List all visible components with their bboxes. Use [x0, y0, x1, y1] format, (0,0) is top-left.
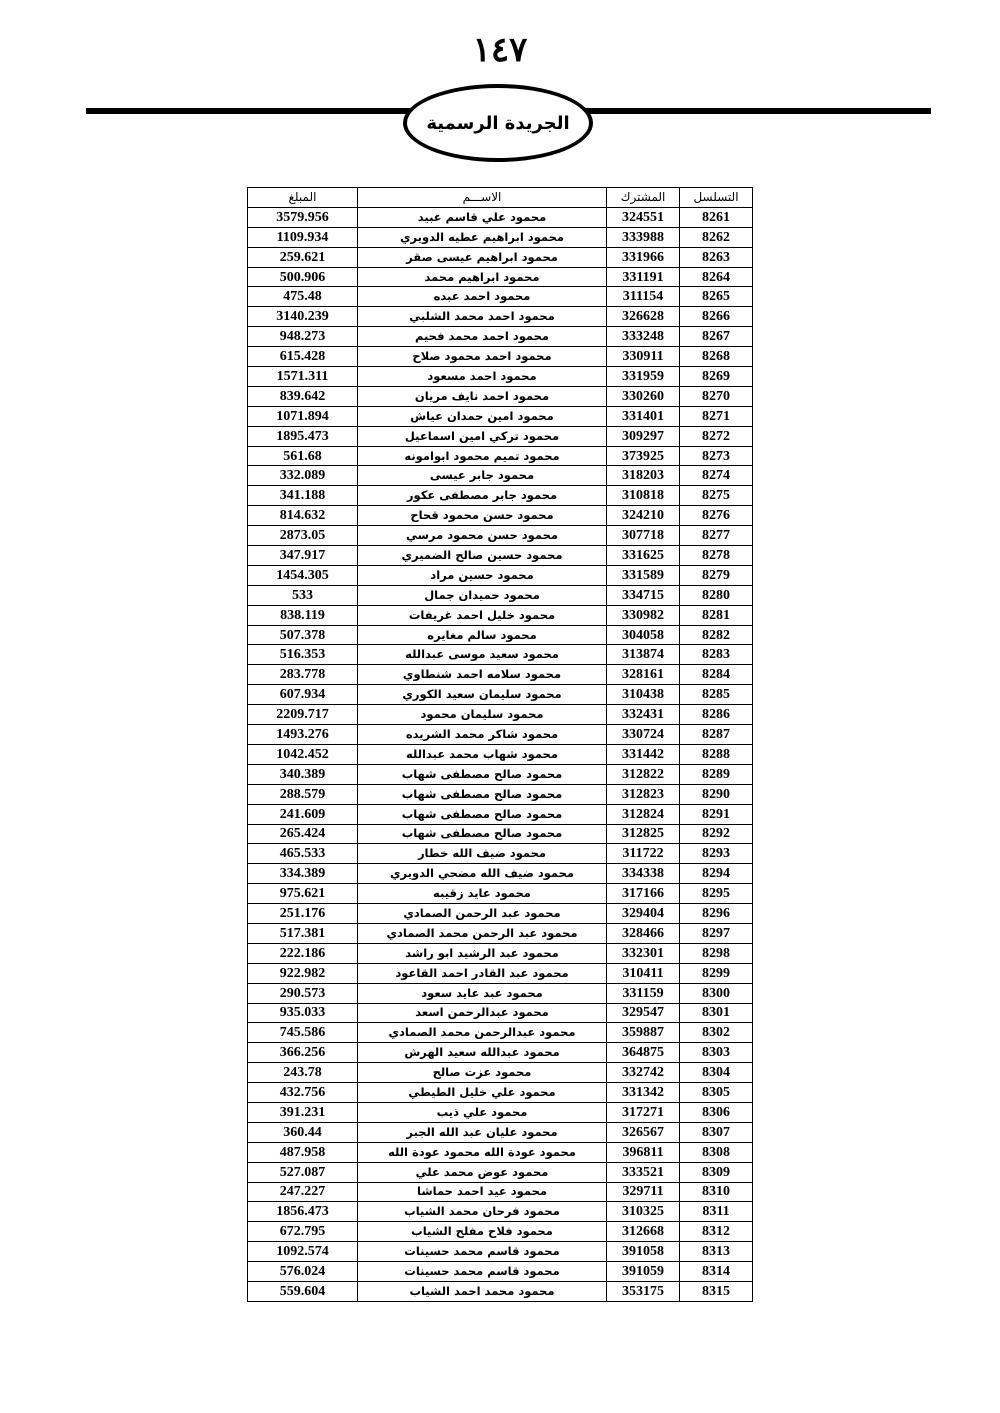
cell-serial: 8294: [680, 864, 753, 884]
table-row: [248, 207, 753, 227]
cell-serial: 8275: [680, 486, 753, 506]
cell-serial: 8303: [680, 1043, 753, 1063]
cell-name: محمود جابر مصطفى عكور: [358, 486, 607, 506]
subscribers-table: [247, 187, 753, 1302]
cell-serial: 8261: [680, 207, 753, 227]
cell-name: محمود عايد زقيبه: [358, 884, 607, 904]
cell-subscriber: 312824: [607, 804, 680, 824]
cell-subscriber: 317271: [607, 1102, 680, 1122]
cell-subscriber: 311154: [607, 287, 680, 307]
cell-subscriber: 324551: [607, 207, 680, 227]
cell-name: محمود عبد عايد سعود: [358, 983, 607, 1003]
cell-subscriber: 373925: [607, 446, 680, 466]
cell-name: محمود احمد محمد الشلبي: [358, 307, 607, 327]
cell-serial: 8279: [680, 565, 753, 585]
cell-serial: 8270: [680, 386, 753, 406]
cell-serial: 8266: [680, 307, 753, 327]
cell-subscriber: 330260: [607, 386, 680, 406]
cell-name: محمود سلامه احمد شنطاوي: [358, 665, 607, 685]
cell-name: محمود حسين صالح الضميري: [358, 546, 607, 566]
cell-amount: 672.795: [248, 1222, 358, 1242]
cell-serial: 8292: [680, 824, 753, 844]
table-row: [248, 307, 753, 327]
cell-serial: 8291: [680, 804, 753, 824]
cell-amount: 1895.473: [248, 426, 358, 446]
table-row: [248, 367, 753, 387]
cell-subscriber: 329711: [607, 1182, 680, 1202]
table-row: [248, 1063, 753, 1083]
cell-serial: 8309: [680, 1162, 753, 1182]
table-row: [248, 705, 753, 725]
cell-name: محمود تميم محمود ابوامونه: [358, 446, 607, 466]
cell-amount: 391.231: [248, 1102, 358, 1122]
cell-amount: 935.033: [248, 1003, 358, 1023]
cell-amount: 838.119: [248, 605, 358, 625]
table-row: [248, 725, 753, 745]
cell-amount: 2209.717: [248, 705, 358, 725]
cell-name: محمود احمد محمد فحيم: [358, 327, 607, 347]
cell-serial: 8308: [680, 1142, 753, 1162]
cell-subscriber: 309297: [607, 426, 680, 446]
cell-name: محمود حسن محمود قحاح: [358, 506, 607, 526]
cell-serial: 8263: [680, 247, 753, 267]
cell-name: محمود عوض محمد علي: [358, 1162, 607, 1182]
cell-subscriber: 331625: [607, 546, 680, 566]
cell-name: محمود فرحان محمد الشياب: [358, 1202, 607, 1222]
cell-name: محمود شاكر محمد الشريده: [358, 725, 607, 745]
cell-subscriber: 331959: [607, 367, 680, 387]
cell-subscriber: 391058: [607, 1242, 680, 1262]
cell-amount: 243.78: [248, 1063, 358, 1083]
table-row: [248, 1162, 753, 1182]
table-row: [248, 247, 753, 267]
cell-name: محمود صالح مصطفى شهاب: [358, 764, 607, 784]
table-row: [248, 1222, 753, 1242]
cell-name: محمود عبد الرحمن محمد الصمادي: [358, 923, 607, 943]
cell-amount: 561.68: [248, 446, 358, 466]
cell-subscriber: 333521: [607, 1162, 680, 1182]
cell-name: محمود عزت صالح: [358, 1063, 607, 1083]
cell-serial: 8267: [680, 327, 753, 347]
cell-serial: 8290: [680, 784, 753, 804]
cell-subscriber: 324210: [607, 506, 680, 526]
cell-serial: 8300: [680, 983, 753, 1003]
table-row: [248, 685, 753, 705]
cell-amount: 516.353: [248, 645, 358, 665]
cell-serial: 8286: [680, 705, 753, 725]
cell-amount: 347.917: [248, 546, 358, 566]
cell-serial: 8264: [680, 267, 753, 287]
cell-name: محمود تركي امين اسماعيل: [358, 426, 607, 446]
cell-amount: 288.579: [248, 784, 358, 804]
cell-amount: 517.381: [248, 923, 358, 943]
cell-amount: 290.573: [248, 983, 358, 1003]
cell-serial: 8281: [680, 605, 753, 625]
cell-amount: 922.982: [248, 963, 358, 983]
table-row: [248, 1262, 753, 1282]
cell-amount: 340.389: [248, 764, 358, 784]
table-row: [248, 605, 753, 625]
cell-amount: 3579.956: [248, 207, 358, 227]
cell-subscriber: 331589: [607, 565, 680, 585]
cell-name: محمود حسن محمود مرسي: [358, 526, 607, 546]
cell-subscriber: 331191: [607, 267, 680, 287]
cell-name: محمود محمد احمد الشياب: [358, 1281, 607, 1301]
cell-amount: 475.48: [248, 287, 358, 307]
cell-subscriber: 328161: [607, 665, 680, 685]
table-row: [248, 585, 753, 605]
cell-subscriber: 331401: [607, 406, 680, 426]
cell-amount: 1042.452: [248, 744, 358, 764]
cell-serial: 8299: [680, 963, 753, 983]
cell-serial: 8276: [680, 506, 753, 526]
cell-name: محمود خليل احمد غريفات: [358, 605, 607, 625]
table-row: [248, 1102, 753, 1122]
table-row: [248, 227, 753, 247]
cell-serial: 8313: [680, 1242, 753, 1262]
cell-serial: 8293: [680, 844, 753, 864]
cell-amount: 259.621: [248, 247, 358, 267]
cell-subscriber: 331342: [607, 1083, 680, 1103]
cell-serial: 8310: [680, 1182, 753, 1202]
cell-amount: 607.934: [248, 685, 358, 705]
cell-serial: 8278: [680, 546, 753, 566]
table-row: [248, 665, 753, 685]
table-row: [248, 347, 753, 367]
table-header-row: [248, 188, 753, 208]
cell-amount: 745.586: [248, 1023, 358, 1043]
cell-serial: 8302: [680, 1023, 753, 1043]
cell-subscriber: 329547: [607, 1003, 680, 1023]
cell-serial: 8305: [680, 1083, 753, 1103]
header-subscriber: المشترك: [607, 188, 680, 208]
table-row: [248, 804, 753, 824]
cell-serial: 8315: [680, 1281, 753, 1301]
cell-name: محمود حميدان جمال: [358, 585, 607, 605]
cell-serial: 8280: [680, 585, 753, 605]
cell-subscriber: 396811: [607, 1142, 680, 1162]
cell-serial: 8298: [680, 943, 753, 963]
cell-subscriber: 317166: [607, 884, 680, 904]
cell-serial: 8273: [680, 446, 753, 466]
table-row: [248, 1122, 753, 1142]
cell-name: محمود شهاب محمد عبدالله: [358, 744, 607, 764]
cell-serial: 8282: [680, 625, 753, 645]
cell-name: محمود جابر عيسى: [358, 466, 607, 486]
cell-serial: 8304: [680, 1063, 753, 1083]
cell-subscriber: 332301: [607, 943, 680, 963]
cell-subscriber: 333248: [607, 327, 680, 347]
cell-amount: 948.273: [248, 327, 358, 347]
cell-name: محمود سليمان محمود: [358, 705, 607, 725]
cell-amount: 341.188: [248, 486, 358, 506]
cell-amount: 500.906: [248, 267, 358, 287]
table-row: [248, 1182, 753, 1202]
cell-name: محمود ضيف الله خطار: [358, 844, 607, 864]
cell-name: محمود ابراهيم عطيه الدويري: [358, 227, 607, 247]
cell-name: محمود علي قاسم عبيد: [358, 207, 607, 227]
cell-subscriber: 328466: [607, 923, 680, 943]
cell-amount: 975.621: [248, 884, 358, 904]
table-row: [248, 784, 753, 804]
table-row: [248, 884, 753, 904]
table-row: [248, 963, 753, 983]
cell-subscriber: 330982: [607, 605, 680, 625]
table-row: [248, 744, 753, 764]
cell-subscriber: 307718: [607, 526, 680, 546]
cell-amount: 3140.239: [248, 307, 358, 327]
cell-name: محمود احمد نايف مريان: [358, 386, 607, 406]
cell-subscriber: 312823: [607, 784, 680, 804]
page-number: ١٤٧: [472, 30, 528, 70]
table-row: [248, 506, 753, 526]
cell-amount: 241.609: [248, 804, 358, 824]
cell-subscriber: 313874: [607, 645, 680, 665]
cell-serial: 8301: [680, 1003, 753, 1023]
cell-amount: 334.389: [248, 864, 358, 884]
cell-amount: 1856.473: [248, 1202, 358, 1222]
cell-name: محمود ضيف الله مضحي الدويري: [358, 864, 607, 884]
cell-serial: 8312: [680, 1222, 753, 1242]
cell-serial: 8269: [680, 367, 753, 387]
cell-serial: 8268: [680, 347, 753, 367]
cell-name: محمود عبد الرشيد ابو راشد: [358, 943, 607, 963]
cell-name: محمود ابراهيم عيسى صقر: [358, 247, 607, 267]
cell-name: محمود صالح مصطفى شهاب: [358, 804, 607, 824]
cell-name: محمود عبد القادر احمد القاعود: [358, 963, 607, 983]
cell-subscriber: 311722: [607, 844, 680, 864]
cell-subscriber: 312822: [607, 764, 680, 784]
cell-subscriber: 310818: [607, 486, 680, 506]
cell-amount: 2873.05: [248, 526, 358, 546]
cell-serial: 8314: [680, 1262, 753, 1282]
table-row: [248, 406, 753, 426]
table-row: [248, 923, 753, 943]
cell-name: محمود صالح مصطفى شهاب: [358, 824, 607, 844]
cell-subscriber: 326567: [607, 1122, 680, 1142]
cell-serial: 8295: [680, 884, 753, 904]
cell-serial: 8311: [680, 1202, 753, 1222]
cell-subscriber: 331442: [607, 744, 680, 764]
table-row: [248, 1043, 753, 1063]
header-serial: التسلسل: [680, 188, 753, 208]
cell-serial: 8307: [680, 1122, 753, 1142]
cell-subscriber: 318203: [607, 466, 680, 486]
cell-amount: 283.778: [248, 665, 358, 685]
cell-subscriber: 310325: [607, 1202, 680, 1222]
cell-subscriber: 333988: [607, 227, 680, 247]
cell-amount: 465.533: [248, 844, 358, 864]
table-row: [248, 1083, 753, 1103]
cell-amount: 1571.311: [248, 367, 358, 387]
cell-name: محمود عيد احمد حماشا: [358, 1182, 607, 1202]
cell-subscriber: 312825: [607, 824, 680, 844]
cell-amount: 814.632: [248, 506, 358, 526]
cell-subscriber: 334715: [607, 585, 680, 605]
cell-subscriber: 332431: [607, 705, 680, 725]
table-row: [248, 287, 753, 307]
table-row: [248, 386, 753, 406]
cell-name: محمود احمد مسعود: [358, 367, 607, 387]
cell-subscriber: 330724: [607, 725, 680, 745]
cell-subscriber: 330911: [607, 347, 680, 367]
cell-subscriber: 332742: [607, 1063, 680, 1083]
table-row: [248, 426, 753, 446]
cell-serial: 8283: [680, 645, 753, 665]
cell-name: محمود علي ذيب: [358, 1102, 607, 1122]
table-row: [248, 1202, 753, 1222]
cell-name: محمود حسين مراد: [358, 565, 607, 585]
cell-serial: 8287: [680, 725, 753, 745]
cell-amount: 1071.894: [248, 406, 358, 426]
table-row: [248, 446, 753, 466]
cell-name: محمود عودة الله محمود عودة الله: [358, 1142, 607, 1162]
cell-amount: 1454.305: [248, 565, 358, 585]
cell-name: محمود قاسم محمد حسينات: [358, 1242, 607, 1262]
cell-amount: 533: [248, 585, 358, 605]
cell-serial: 8284: [680, 665, 753, 685]
cell-subscriber: 334338: [607, 864, 680, 884]
cell-name: محمود سعيد موسى عبدالله: [358, 645, 607, 665]
table-row: [248, 943, 753, 963]
cell-name: محمود علي خليل الطيطي: [358, 1083, 607, 1103]
table-row: [248, 565, 753, 585]
table-row: [248, 1003, 753, 1023]
cell-serial: 8306: [680, 1102, 753, 1122]
cell-amount: 332.089: [248, 466, 358, 486]
table-row: [248, 764, 753, 784]
table-row: [248, 844, 753, 864]
cell-name: محمود عبدالرحمن محمد الصمادي: [358, 1023, 607, 1043]
cell-subscriber: 310438: [607, 685, 680, 705]
table-row: [248, 327, 753, 347]
cell-serial: 8289: [680, 764, 753, 784]
header-name: الاســـم: [358, 188, 607, 208]
cell-subscriber: 310411: [607, 963, 680, 983]
cell-amount: 615.428: [248, 347, 358, 367]
cell-amount: 366.256: [248, 1043, 358, 1063]
table-row: [248, 625, 753, 645]
cell-name: محمود احمد عبده: [358, 287, 607, 307]
cell-amount: 576.024: [248, 1262, 358, 1282]
cell-amount: 360.44: [248, 1122, 358, 1142]
cell-serial: 8271: [680, 406, 753, 426]
gazette-title-oval: [403, 84, 593, 162]
cell-subscriber: 331159: [607, 983, 680, 1003]
cell-subscriber: 391059: [607, 1262, 680, 1282]
cell-subscriber: 326628: [607, 307, 680, 327]
table-body: [248, 207, 753, 1301]
table-row: [248, 486, 753, 506]
cell-amount: 247.227: [248, 1182, 358, 1202]
cell-amount: 487.958: [248, 1142, 358, 1162]
cell-subscriber: 353175: [607, 1281, 680, 1301]
gazette-title: الجريدة الرسمية: [426, 112, 570, 134]
cell-name: محمود عبدالرحمن اسعد: [358, 1003, 607, 1023]
cell-name: محمود قاسم محمد حسينات: [358, 1262, 607, 1282]
cell-amount: 1092.574: [248, 1242, 358, 1262]
table-row: [248, 983, 753, 1003]
cell-serial: 8277: [680, 526, 753, 546]
cell-name: محمود فلاح مفلح الشياب: [358, 1222, 607, 1242]
cell-serial: 8285: [680, 685, 753, 705]
cell-subscriber: 359887: [607, 1023, 680, 1043]
table-row: [248, 526, 753, 546]
cell-name: محمود احمد محمود صلاح: [358, 347, 607, 367]
table-row: [248, 824, 753, 844]
cell-name: محمود عليان عبد الله الجبر: [358, 1122, 607, 1142]
cell-subscriber: 331966: [607, 247, 680, 267]
table-row: [248, 267, 753, 287]
cell-serial: 8262: [680, 227, 753, 247]
cell-amount: 1109.934: [248, 227, 358, 247]
cell-amount: 527.087: [248, 1162, 358, 1182]
cell-name: محمود سالم مغايره: [358, 625, 607, 645]
cell-serial: 8288: [680, 744, 753, 764]
table-row: [248, 904, 753, 924]
table-row: [248, 864, 753, 884]
cell-amount: 251.176: [248, 904, 358, 924]
cell-name: محمود سليمان سعيد الكوري: [358, 685, 607, 705]
cell-amount: 507.378: [248, 625, 358, 645]
table-row: [248, 1023, 753, 1043]
cell-amount: 265.424: [248, 824, 358, 844]
cell-amount: 559.604: [248, 1281, 358, 1301]
cell-subscriber: 329404: [607, 904, 680, 924]
table-row: [248, 1142, 753, 1162]
table-row: [248, 1281, 753, 1301]
cell-subscriber: 304058: [607, 625, 680, 645]
header-amount: المبلغ: [248, 188, 358, 208]
cell-name: محمود امين حمدان عياش: [358, 406, 607, 426]
table-row: [248, 645, 753, 665]
cell-amount: 432.756: [248, 1083, 358, 1103]
cell-subscriber: 312668: [607, 1222, 680, 1242]
cell-serial: 8265: [680, 287, 753, 307]
cell-serial: 8297: [680, 923, 753, 943]
cell-name: محمود ابراهيم محمد: [358, 267, 607, 287]
cell-amount: 222.186: [248, 943, 358, 963]
cell-amount: 839.642: [248, 386, 358, 406]
cell-serial: 8272: [680, 426, 753, 446]
cell-name: محمود عبدالله سعيد الهرش: [358, 1043, 607, 1063]
cell-name: محمود صالح مصطفى شهاب: [358, 784, 607, 804]
cell-serial: 8296: [680, 904, 753, 924]
table-row: [248, 1242, 753, 1262]
cell-name: محمود عبد الرحمن الصمادي: [358, 904, 607, 924]
table-row: [248, 466, 753, 486]
cell-serial: 8274: [680, 466, 753, 486]
table-row: [248, 546, 753, 566]
cell-amount: 1493.276: [248, 725, 358, 745]
cell-subscriber: 364875: [607, 1043, 680, 1063]
